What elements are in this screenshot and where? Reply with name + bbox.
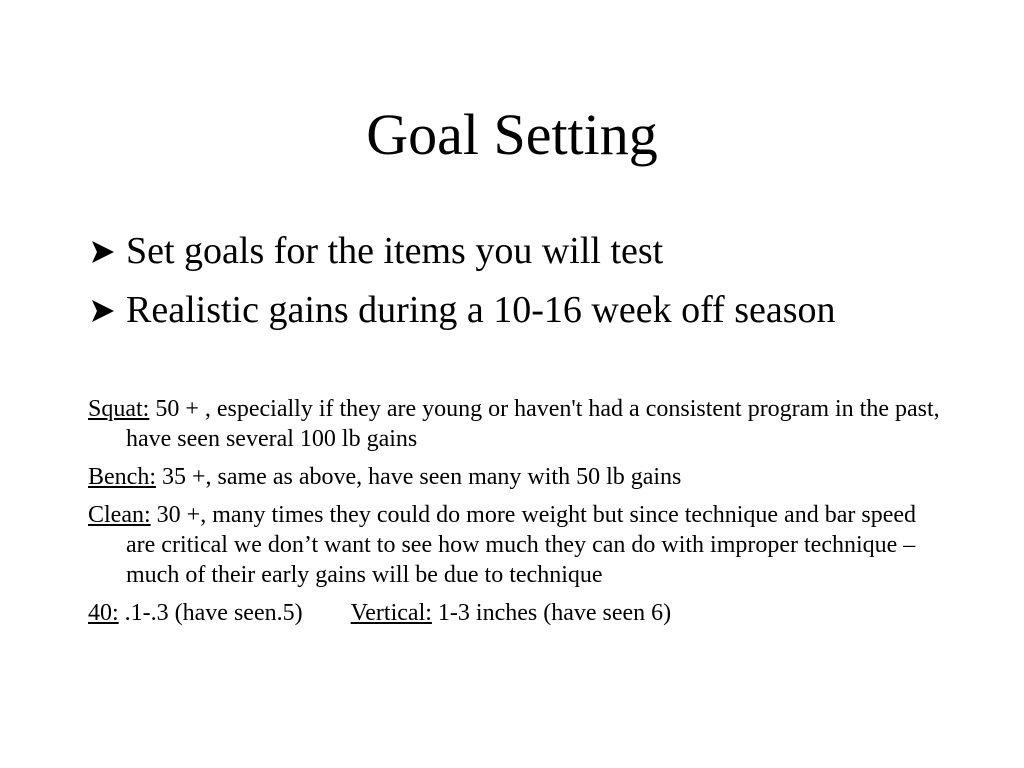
- detail-text-bench: 35 +, same as above, have seen many with 50 lb gains: [155, 464, 682, 490]
- detail-text-vertical: 1-3 inches (have seen 6): [431, 600, 672, 626]
- detail-label-bench: Bench:: [88, 464, 156, 490]
- arrow-bullet-icon: [88, 239, 118, 265]
- arrow-bullet-icon: [88, 298, 118, 324]
- detail-label-vertical: Vertical:: [350, 600, 432, 626]
- detail-label-clean: Clean:: [88, 502, 151, 528]
- detail-bench: [88, 462, 948, 492]
- detail-text-clean: 30 +, many times they could do more weight but since technique and bar speed are critical we don’t want to see how much they can do with improper technique – much of their early gains will be due to technique: [126, 502, 916, 588]
- detail-forty-vertical: [88, 598, 948, 628]
- detail-squat: [88, 394, 948, 454]
- detail-text-forty: .1-.3 (have seen.5): [118, 600, 303, 626]
- detail-list: [88, 394, 948, 636]
- bullet-item: [88, 287, 948, 334]
- bullet-text: Set goals for the items you will test: [126, 230, 664, 272]
- detail-clean: [88, 500, 948, 590]
- detail-label-squat: Squat:: [88, 396, 150, 422]
- bullet-text: Realistic gains during a 10-16 week off season: [126, 289, 836, 331]
- slide-title: Goal Setting: [366, 102, 658, 167]
- bullet-list: [88, 228, 948, 346]
- detail-text-squat: 50 + , especially if they are young or haven't had a consistent program in the past, have seen several 100 lb gains: [126, 396, 940, 452]
- bullet-item: [88, 228, 948, 275]
- detail-label-forty: 40:: [88, 600, 119, 626]
